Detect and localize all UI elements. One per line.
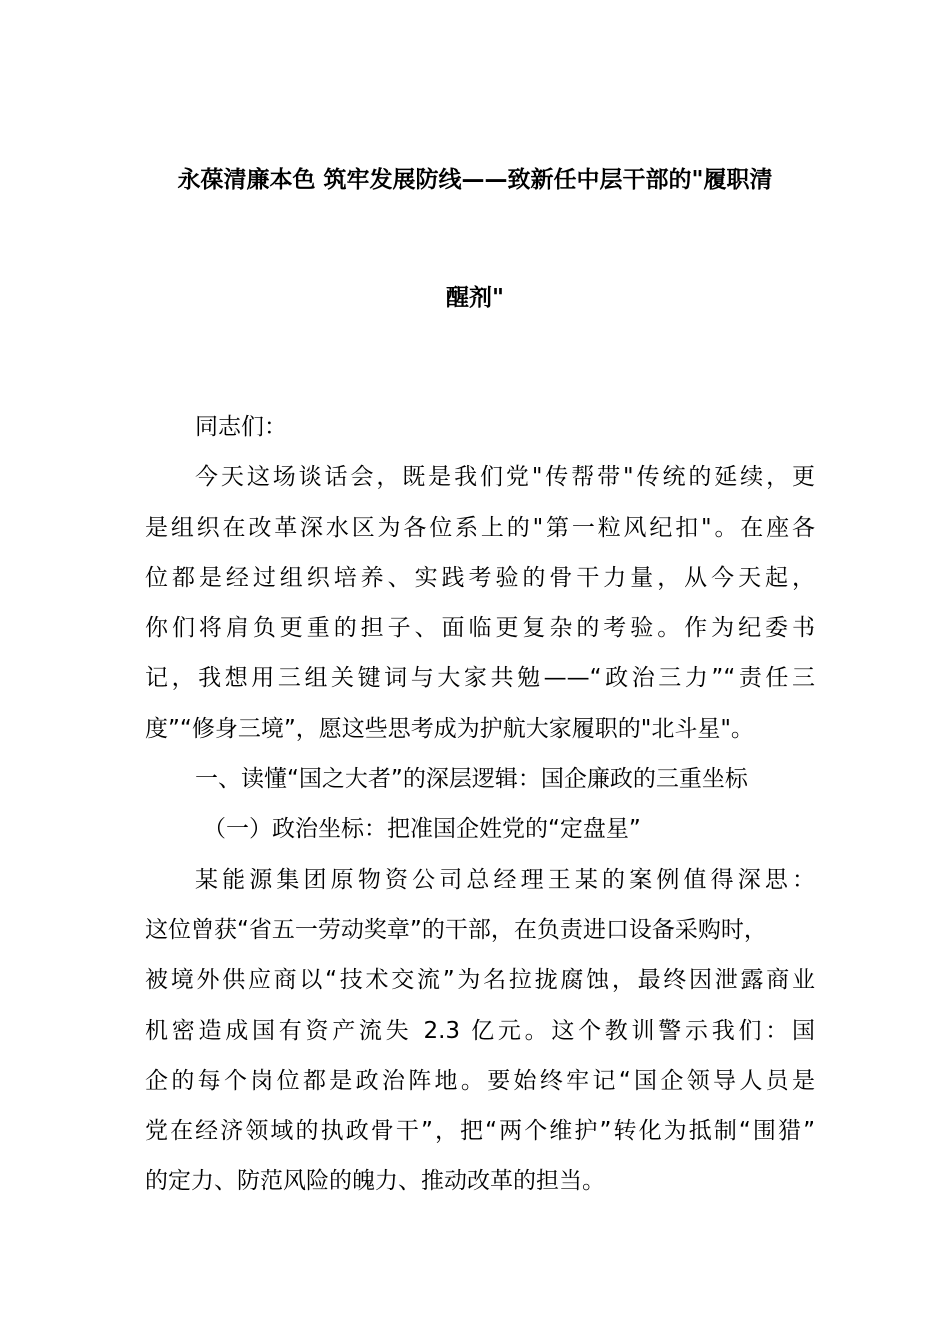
paragraph-2-line-1: 某能源集团原物资公司总经理王某的案例值得深思： <box>195 866 815 893</box>
paragraph-1-line-6: 度”“修身三境”，愿这些思考成为护航大家履职的"北斗星"。 <box>145 715 754 742</box>
paragraph-2-line-3: 被境外供应商以“技术交流”为名拉拢腐蚀，最终因泄露商业 <box>145 967 815 994</box>
paragraph-2-line-4: 机密造成国有资产流失 2.3 亿元。这个教训警示我们：国 <box>145 1017 815 1044</box>
paragraph-1-line-1: 今天这场谈话会，既是我们党"传帮带"传统的延续，更 <box>195 464 815 491</box>
paragraph-2-line-2: 这位曾获“省五一劳动奖章”的干部，在负责进口设备采购时， <box>145 916 767 943</box>
paragraph-2-line-7: 的定力、防范风险的魄力、推动改革的担当。 <box>145 1168 605 1195</box>
document-title-line-1: 永葆清廉本色 筑牢发展防线——致新任中层干部的"履职清 <box>177 167 773 193</box>
paragraph-2-line-6: 党在经济领域的执政骨干”，把“两个维护”转化为抵制“围猎” <box>145 1118 815 1145</box>
document-body <box>145 402 815 1207</box>
paragraph-2-line-5: 企的每个岗位都是政治阵地。要始终牢记“国企领导人员是 <box>145 1067 815 1094</box>
salutation: 同志们： <box>195 414 287 440</box>
document-title-line-2: 醒剂" <box>446 285 504 311</box>
paragraph-1-line-4: 你们将肩负更重的担子、面临更复杂的考验。作为纪委书 <box>145 615 815 642</box>
paragraph-1-line-3: 位都是经过组织培养、实践考验的骨干力量，从今天起， <box>145 564 815 591</box>
paragraph-1-line-5: 记，我想用三组关键词与大家共勉——“政治三力”“责任三 <box>145 665 815 692</box>
paragraph-1-line-2: 是组织在改革深水区为各位系上的"第一粒风纪扣"。在座各 <box>145 514 815 541</box>
section-heading-1: 一、读懂“国之大者”的深层逻辑：国企廉政的三重坐标 <box>195 766 748 793</box>
sub-heading-1: （一）政治坐标：把准国企姓党的“定盘星” <box>203 816 641 843</box>
